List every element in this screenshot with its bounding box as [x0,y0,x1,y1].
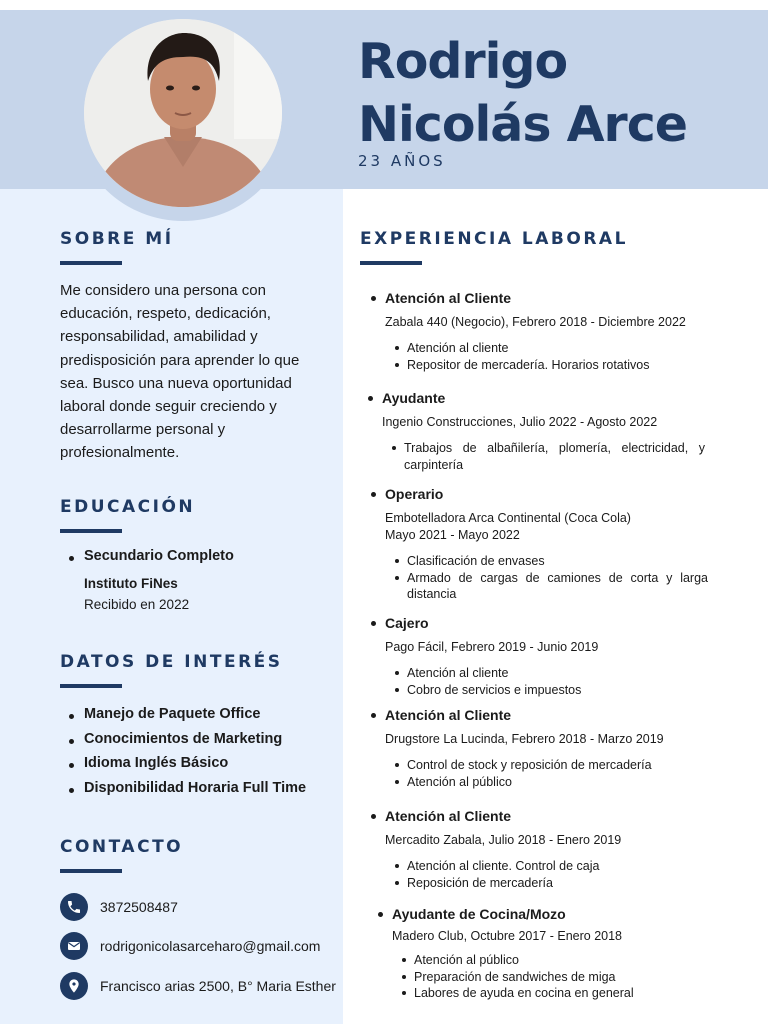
interest-item: Idioma Inglés Básico [60,755,306,780]
interest-item: Disponibilidad Horaria Full Time [60,780,306,805]
job-dates: Mayo 2021 - Mayo 2022 [385,528,520,542]
job-duty: Clasificación de envases [407,553,708,570]
job-duty: Armado de cargas de camiones de corta y larga distancia [407,570,708,601]
job-entry [365,806,700,891]
full-name [358,30,687,156]
job-title: Atención al Cliente [365,705,700,725]
interests-list [60,706,306,805]
name-line-2: Nicolás Arce [358,96,687,153]
job-entry [365,613,700,698]
job-duty: Atención al público [414,952,702,969]
contact-phone[interactable] [60,893,178,921]
job-description: Madero Club, Octubre 2017 - Enero 2018 [392,929,622,943]
job-duties [365,858,700,891]
job-duties [372,952,702,1002]
job-description [365,510,708,544]
interest-item: Conocimientos de Marketing [60,731,306,756]
job-description: Drugstore La Lucinda, Febrero 2018 - Marzo 2019 [385,732,664,746]
job-duties [362,440,705,473]
job-duty: Atención al cliente [407,340,700,357]
job-title: Operario [365,484,708,504]
job-description: Mercadito Zabala, Julio 2018 - Enero 2019 [385,833,622,847]
map-pin-icon [60,972,88,1000]
job-entry [362,388,705,473]
job-duty: Labores de ayuda en cocina en general [414,985,702,1002]
education-title: EDUCACIÓN [60,497,196,517]
envelope-icon [60,932,88,960]
education-degree: Secundario Completo [60,548,234,564]
contact-rule [60,869,122,873]
job-title: Atención al Cliente [365,288,700,308]
job-duty: Control de stock y reposición de mercadería [407,757,700,774]
job-title: Ayudante [362,388,705,408]
education-rule [60,529,122,533]
job-duties [365,340,700,373]
phone-icon [60,893,88,921]
email-address: rodrigonicolasarceharo@gmail.com [100,938,321,954]
interests-title: DATOS DE INTERÉS [60,652,283,672]
job-title: Atención al Cliente [365,806,700,826]
job-title: Ayudante de Cocina/Mozo [372,904,702,924]
job-duties [365,757,700,790]
experience-title: EXPERIENCIA LABORAL [360,229,628,249]
job-description: Zabala 440 (Negocio), Febrero 2018 - Diciembre 2022 [385,315,686,329]
job-entry [365,288,700,373]
job-duties [365,553,708,603]
education-year: Recibido en 2022 [84,597,190,612]
contact-email[interactable] [60,932,320,960]
job-duty: Repositor de mercadería. Horarios rotativos [407,357,700,374]
job-duty: Preparación de sandwiches de miga [414,969,702,986]
about-title: SOBRE MÍ [60,229,174,249]
job-entry [372,904,702,1002]
education-institution: Instituto FiNes [84,576,178,591]
job-entry [365,484,708,603]
job-duty: Atención al cliente. Control de caja [407,858,700,875]
address-text: Francisco arias 2500, B° Maria Esther [100,978,336,994]
about-text: Me considero una persona con educación, respeto, dedicación, responsabilidad, amabilidad y predisposición para aprender lo que sea. Busco una nueva oportunidad laboral donde seguir creciendo y desarrollarme personal y profesionalmente. [60,282,300,462]
job-entry [365,705,700,790]
name-line-1: Rodrigo [358,33,568,90]
experience-rule [360,261,422,265]
profile-photo [84,19,282,207]
phone-number: 3872508487 [100,899,178,915]
interest-item: Manejo de Paquete Office [60,706,306,731]
contact-title: CONTACTO [60,837,184,857]
job-duty: Reposición de mercadería [407,875,700,892]
job-company: Embotelladora Arca Continental (Coca Cola) [385,511,631,525]
age-label: 23 AÑOS [358,152,446,170]
job-description: Ingenio Construcciones, Julio 2022 - Agosto 2022 [382,415,658,429]
job-duty: Trabajos de albañilería, plomería, electricidad, y carpintería [404,441,705,472]
job-duty: Atención al cliente [407,665,700,682]
job-duties [365,665,700,698]
job-description: Pago Fácil, Febrero 2019 - Junio 2019 [385,640,599,654]
job-duty: Cobro de servicios e impuestos [407,682,700,699]
interests-rule [60,684,122,688]
job-title: Cajero [365,613,700,633]
job-duty: Atención al público [407,774,700,791]
education-list [60,548,234,564]
contact-address [60,972,336,1000]
about-rule [60,261,122,265]
